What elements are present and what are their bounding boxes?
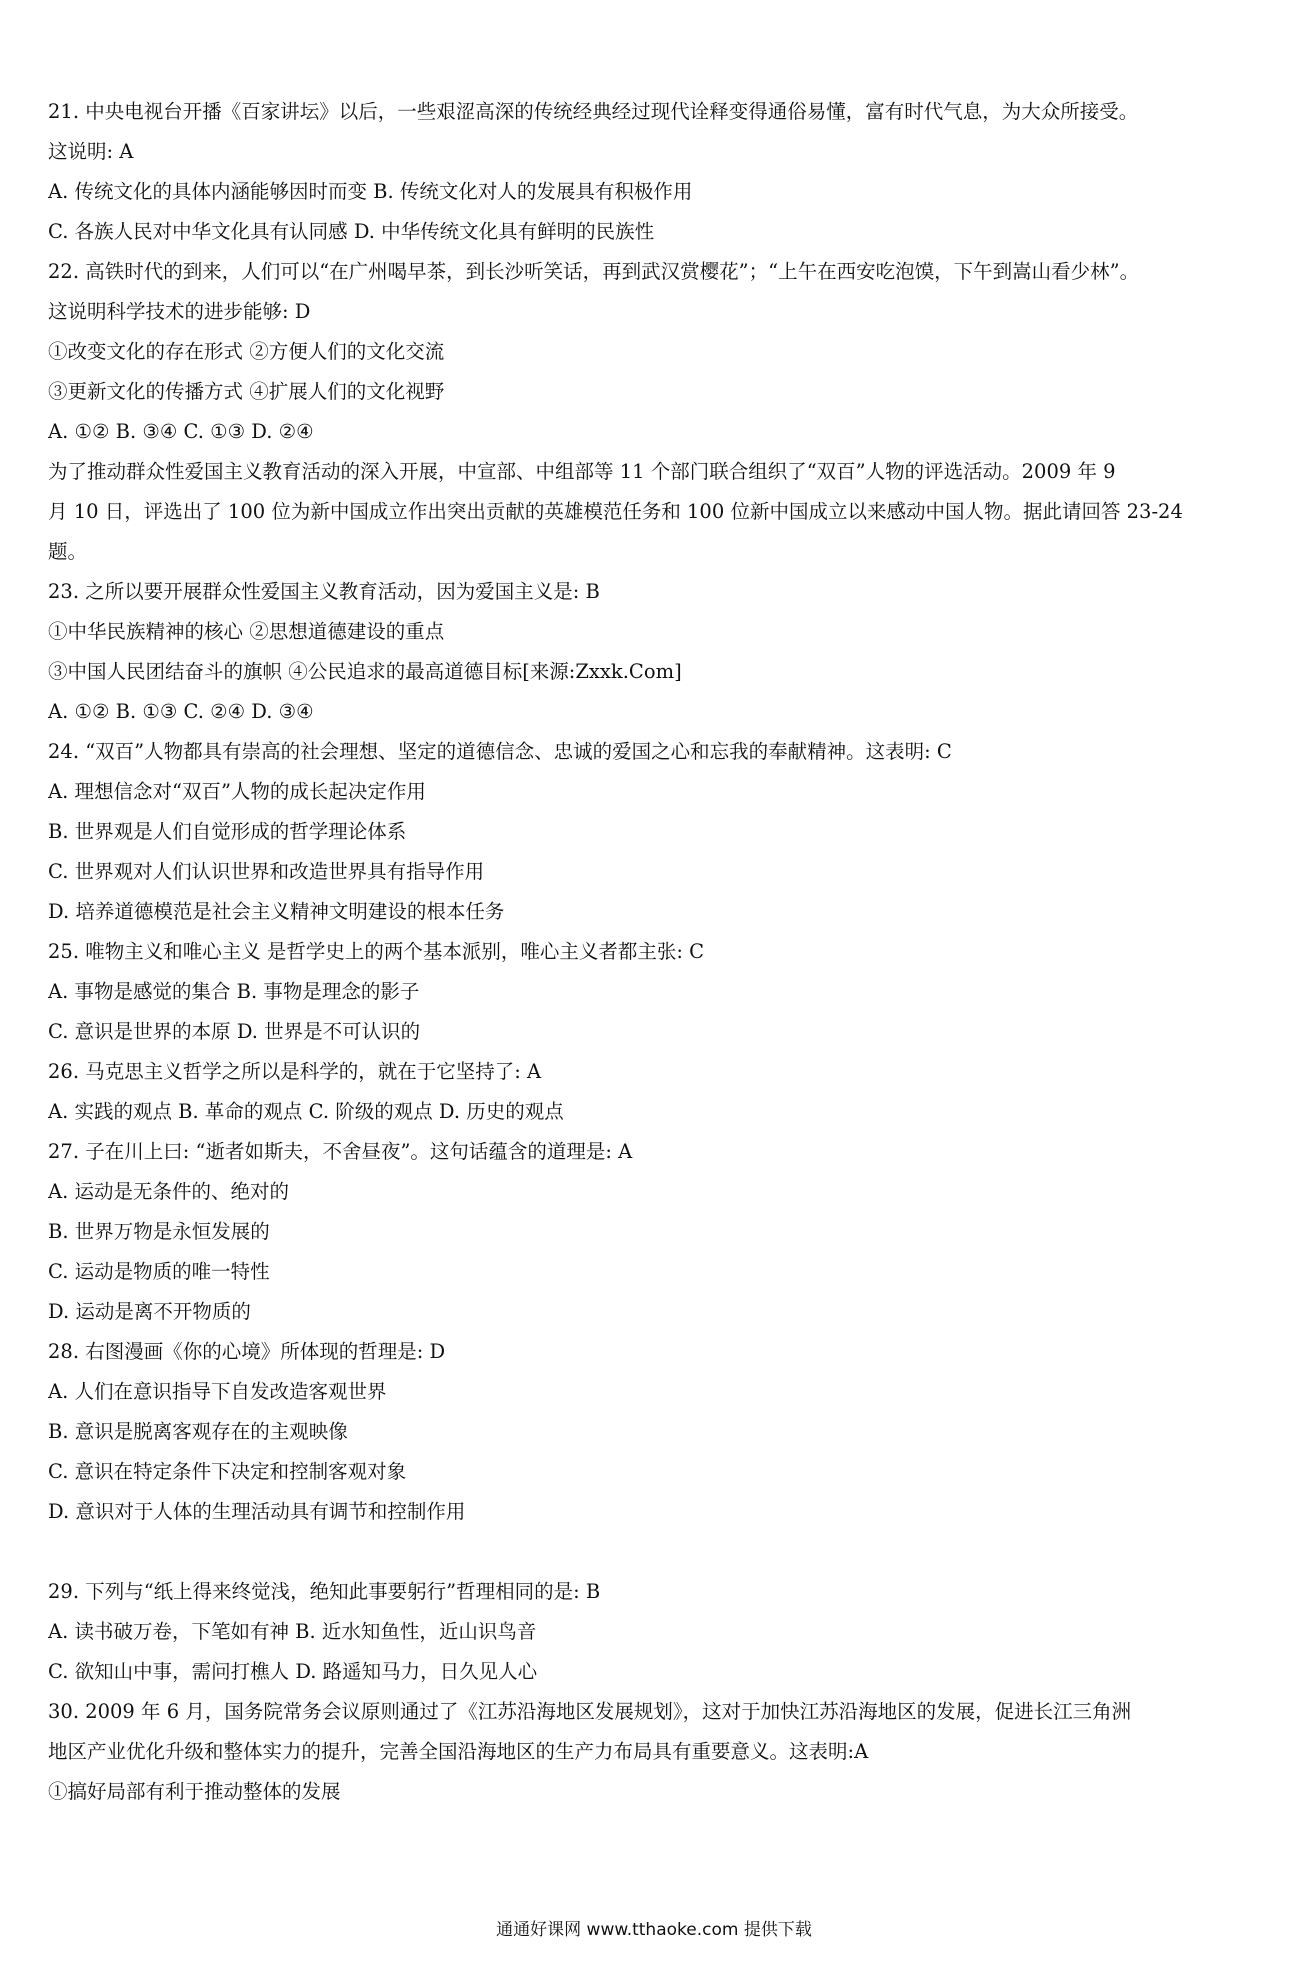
text-line: D. 意识对于人体的生理活动具有调节和控制作用	[48, 1500, 466, 1523]
text-line: 为了推动群众性爱国主义教育活动的深入开展，中宣部、中组部等 11 个部门联合组织了“双百”人物的评选活动。2009 年 9	[48, 460, 1116, 483]
text-line: 月 10 日，评选出了 100 位为新中国成立作出突出贡献的英雄模范任务和 100 位新中国成立以来感动中国人物。据此请回答 23-24	[48, 500, 1183, 523]
text-line: A. 运动是无条件的、绝对的	[48, 1180, 289, 1203]
text-line: ①搞好局部有利于推动整体的发展	[48, 1780, 341, 1803]
text-line: C. 运动是物质的唯一特性	[48, 1260, 270, 1283]
text-line: 24. “双百”人物都具有崇高的社会理想、坚定的道德信念、忠诚的爱国之心和忘我的奉献精神。这表明: C	[48, 740, 952, 763]
text-line: 26. 马克思主义哲学之所以是科学的，就在于它坚持了: A	[48, 1060, 542, 1083]
text-line: 30. 2009 年 6 月，国务院常务会议原则通过了《江苏沿海地区发展规划》，这对于加快江苏沿海地区的发展，促进长江三角洲	[48, 1700, 1132, 1723]
text-line: ①改变文化的存在形式 ②方便人们的文化交流	[48, 340, 445, 363]
text-line: ①中华民族精神的核心 ②思想道德建设的重点	[48, 620, 445, 643]
text-line: C. 意识是世界的本原 D. 世界是不可认识的	[48, 1020, 421, 1043]
text-line: 22. 高铁时代的到来，人们可以“在广州喝早茶，到长沙听笑话，再到武汉赏樱花”；“上午在西安吃泡馍，下午到嵩山看少林”。	[48, 260, 1140, 283]
document-body	[48, 92, 1263, 1812]
text-line: A. ①② B. ③④ C. ①③ D. ②④	[48, 420, 314, 443]
text-line: B. 世界观是人们自觉形成的哲学理论体系	[48, 820, 407, 843]
text-line: 28. 右图漫画《你的心境》所体现的哲理是: D	[48, 1340, 446, 1363]
text-line: 23. 之所以要开展群众性爱国主义教育活动，因为爱国主义是: B	[48, 580, 600, 603]
text-line: A. 事物是感觉的集合 B. 事物是理念的影子	[48, 980, 420, 1003]
text-line: A. 读书破万卷，下笔如有神 B. 近水知鱼性，近山识鸟音	[48, 1620, 537, 1643]
page-footer: 通通好课网 www.tthaoke.com 提供下载	[496, 1920, 812, 1940]
text-line: 题。	[48, 540, 88, 563]
text-line: 地区产业优化升级和整体实力的提升，完善全国沿海地区的生产力布局具有重要意义。这表明:A	[48, 1740, 869, 1763]
text-line: C. 世界观对人们认识世界和改造世界具有指导作用	[48, 860, 485, 883]
text-line: 21. 中央电视台开播《百家讲坛》以后，一些艰涩高深的传统经典经过现代诠释变得通俗易懂，富有时代气息，为大众所接受。	[48, 100, 1139, 123]
text-line: ③更新文化的传播方式 ④扩展人们的文化视野	[48, 380, 445, 403]
text-line: D. 培养道德模范是社会主义精神文明建设的根本任务	[48, 900, 505, 923]
text-line: 27. 子在川上曰: “逝者如斯夫，不舍昼夜”。这句话蕴含的道理是: A	[48, 1140, 633, 1163]
text-line: C. 各族人民对中华文化具有认同感 D. 中华传统文化具有鲜明的民族性	[48, 220, 655, 243]
text-line: 这说明科学技术的进步能够: D	[48, 300, 311, 323]
text-line: B. 意识是脱离客观存在的主观映像	[48, 1420, 348, 1443]
text-line: A. ①② B. ①③ C. ②④ D. ③④	[48, 700, 314, 723]
text-line: A. 传统文化的具体内涵能够因时而变 B. 传统文化对人的发展具有积极作用	[48, 180, 693, 203]
text-line: A. 人们在意识指导下自发改造客观世界	[48, 1380, 387, 1403]
text-line: C. 意识在特定条件下决定和控制客观对象	[48, 1460, 407, 1483]
text-line: A. 实践的观点 B. 革命的观点 C. 阶级的观点 D. 历史的观点	[48, 1100, 564, 1123]
text-line: A. 理想信念对“双百”人物的成长起决定作用	[48, 780, 426, 803]
text-line: D. 运动是离不开物质的	[48, 1300, 251, 1323]
text-line: B. 世界万物是永恒发展的	[48, 1220, 270, 1243]
text-line: C. 欲知山中事，需问打樵人 D. 路遥知马力，日久见人心	[48, 1660, 538, 1683]
text-line: ③中国人民团结奋斗的旗帜 ④公民追求的最高道德目标[来源:Zxxk.Com]	[48, 660, 682, 683]
text-line: 这说明: A	[48, 140, 134, 163]
text-line: 25. 唯物主义和唯心主义 是哲学史上的两个基本派别，唯心主义者都主张: C	[48, 940, 705, 963]
paragraph-gap	[48, 1532, 1263, 1572]
text-line: 29. 下列与“纸上得来终觉浅，绝知此事要躬行”哲理相同的是: B	[48, 1580, 601, 1603]
